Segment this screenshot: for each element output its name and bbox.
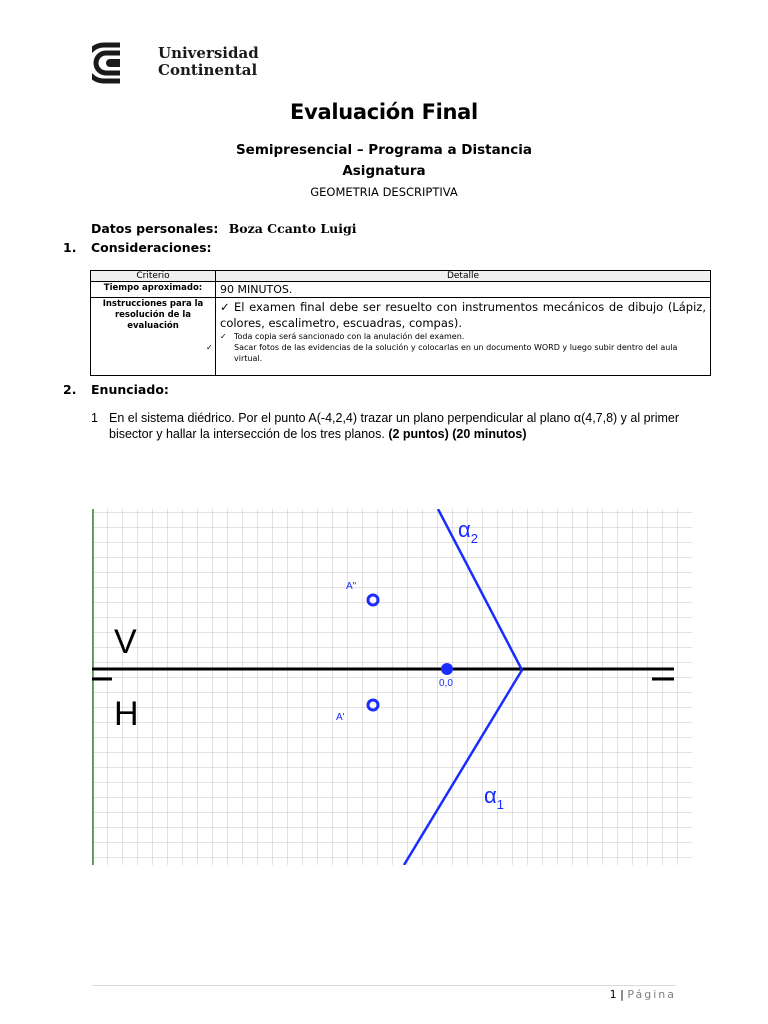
list-item — [220, 331, 706, 342]
dihedral-drawing — [92, 509, 692, 865]
logo-line-1: Universidad — [158, 44, 259, 62]
page-title: Evaluación Final — [290, 100, 478, 124]
table-header-row — [91, 271, 711, 282]
list-item — [206, 342, 706, 364]
personal-data-label: Datos personales: — [91, 221, 219, 236]
grid-background — [92, 509, 692, 865]
label-alpha1: $\alpha_1$ — [484, 783, 504, 812]
label-origin: 0,0 — [439, 678, 453, 689]
origin-point — [441, 663, 453, 675]
checkmark-icon: ✓ — [206, 343, 213, 352]
question-body: En el sistema diédrico. Por el punto A(-4,2,4) trazar un plano perpendicular al plano α(4,7,8) y al primer bisector y hallar la intersección de los tres planos. — [109, 411, 680, 441]
table-cell-detalle — [206, 298, 711, 376]
table-cell-detalle: 90 MINUTOS. — [216, 282, 711, 298]
question-score: (2 puntos) (20 minutos) — [388, 427, 527, 441]
table-row — [91, 282, 711, 298]
university-logo — [92, 41, 282, 85]
label-v: V — [114, 623, 137, 661]
table-row — [91, 298, 711, 376]
bullet-text: El examen final debe ser resuelto con instrumentos mecánicos de dibujo (Lápiz, colores, escalimetro, escuadras, compas). — [220, 300, 706, 330]
section-number: 1. — [63, 240, 77, 255]
logo-text — [158, 45, 259, 79]
dihedral-figure — [92, 509, 692, 865]
checkmark-icon: ✓ — [220, 300, 230, 314]
page-label: Página — [627, 988, 676, 1001]
bullet-text: Toda copia será sancionado con la anulación del examen. — [234, 332, 465, 341]
student-name: Boza Ccanto Luigi — [228, 221, 357, 236]
subject-name: GEOMETRIA DESCRIPTIVA — [310, 185, 458, 199]
list-item — [220, 299, 706, 331]
question-number: 1 — [91, 411, 98, 425]
personal-data — [91, 221, 356, 236]
label-a-prime: A' — [336, 712, 345, 723]
logo-line-2: Continental — [158, 61, 258, 79]
label-a-double-prime: A" — [346, 581, 357, 592]
subject-label: Asignatura — [342, 163, 426, 179]
subtitle: Semipresencial – Programa a Distancia — [235, 142, 533, 158]
page-footer — [0, 988, 676, 1001]
table-header-cell: Criterio — [91, 271, 216, 282]
table-header-cell: Detalle — [216, 271, 711, 282]
table-cell-criterio: Tiempo aproximado: — [91, 282, 216, 298]
footer-separator: | — [620, 988, 624, 1001]
page-number: 1 — [609, 988, 617, 1001]
section-heading: Enunciado: — [91, 382, 169, 397]
label-alpha2: $\alpha_2$ — [458, 517, 478, 546]
criteria-table — [90, 270, 711, 376]
label-h: H — [114, 695, 139, 733]
logo-mark-icon — [92, 41, 152, 85]
table-cell-criterio: Instrucciones para la resolución de la evaluación — [91, 298, 216, 376]
section-heading: Consideraciones: — [91, 240, 212, 255]
footer-divider — [92, 985, 676, 986]
checkmark-icon: ✓ — [220, 332, 227, 341]
question-text — [109, 410, 709, 442]
section-number: 2. — [63, 382, 77, 397]
bullet-text: Sacar fotos de las evidencias de la solución y colocarlas en un documento WORD y luego subir dentro del aula virtual. — [234, 343, 678, 363]
